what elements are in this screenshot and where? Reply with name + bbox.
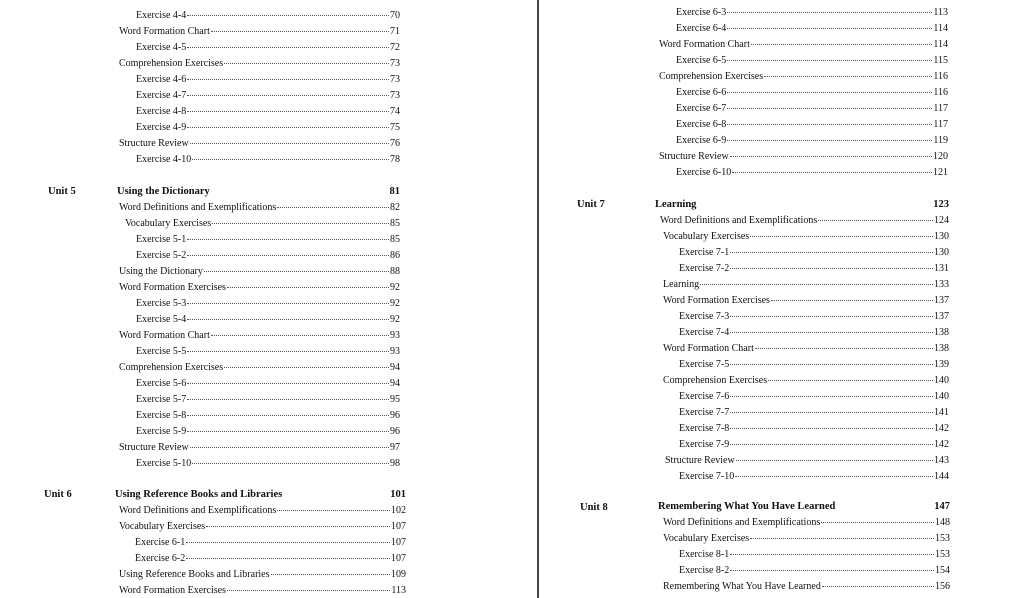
toc-entry: [119, 585, 406, 597]
toc-entry: [676, 119, 948, 131]
toc-entry: [119, 330, 400, 342]
toc-entry-page: 107: [391, 521, 406, 532]
toc-entry: [663, 517, 950, 529]
toc-entry-page: 121: [933, 167, 948, 178]
leader-dots: [730, 444, 933, 445]
toc-entry-page: 114: [933, 39, 948, 50]
unit-label: Unit 8: [580, 502, 608, 513]
toc-entry-title: Exercise 4-10: [136, 154, 192, 165]
leader-dots: [187, 399, 389, 400]
toc-entry-title: Exercise 4-6: [136, 74, 187, 85]
toc-entry: [136, 458, 400, 470]
unit-heading: [117, 186, 400, 198]
toc-entry: [136, 426, 400, 438]
unit-title: Using the Dictionary: [117, 186, 210, 197]
toc-entry-page: 74: [390, 106, 400, 117]
leader-dots: [187, 255, 389, 256]
toc-entry-title: Exercise 5-3: [136, 298, 187, 309]
leader-dots: [727, 140, 932, 141]
leader-dots: [186, 558, 390, 559]
toc-entry: [663, 279, 949, 291]
toc-entry-title: Exercise 8-2: [679, 565, 730, 576]
toc-entry-page: 94: [390, 378, 400, 389]
toc-entry-page: 78: [390, 154, 400, 165]
leader-dots: [727, 108, 932, 109]
toc-entry-page: 114: [933, 23, 948, 34]
toc-entry-page: 148: [935, 517, 950, 528]
leader-dots: [211, 31, 389, 32]
toc-entry: [136, 378, 400, 390]
toc-entry-title: Comprehension Exercises: [119, 58, 224, 69]
toc-entry-page: 94: [390, 362, 400, 373]
toc-entry-title: Word Formation Chart: [119, 330, 210, 341]
leader-dots: [227, 287, 389, 288]
leader-dots: [732, 172, 932, 173]
leader-dots: [186, 542, 390, 543]
toc-entry-page: 124: [934, 215, 949, 226]
leader-dots: [771, 300, 933, 301]
toc-entry-title: Word Formation Exercises: [663, 295, 770, 306]
toc-entry-title: Exercise 6-2: [135, 553, 186, 564]
unit-label: Unit 6: [44, 489, 72, 500]
leader-dots: [821, 522, 934, 523]
toc-entry-title: Exercise 7-7: [679, 407, 730, 418]
toc-entry-title: Using Reference Books and Libraries: [119, 569, 270, 580]
toc-entry: [136, 298, 400, 310]
toc-entry: [676, 103, 948, 115]
toc-entry: [119, 58, 400, 70]
toc-entry: [676, 135, 948, 147]
toc-entry-title: Remembering What You Have Learned: [663, 581, 821, 592]
leader-dots: [751, 44, 933, 45]
unit-page: 81: [389, 186, 400, 197]
toc-entry-title: Exercise 5-2: [136, 250, 187, 261]
toc-entry: [659, 71, 948, 83]
toc-entry: [136, 122, 400, 134]
toc-entry-title: Exercise 6-8: [676, 119, 727, 130]
toc-entry: [136, 106, 400, 118]
leader-dots: [271, 574, 390, 575]
toc-entry: [679, 327, 949, 339]
toc-entry: [136, 154, 400, 166]
leader-dots: [730, 156, 932, 157]
toc-entry-page: 156: [935, 581, 950, 592]
toc-entry-title: Exercise 4-7: [136, 90, 187, 101]
leader-dots: [187, 319, 389, 320]
toc-entry: [663, 295, 949, 307]
toc-entry-page: 107: [391, 537, 406, 548]
toc-entry: [663, 581, 950, 593]
toc-entry: [119, 26, 400, 38]
leader-dots: [727, 124, 932, 125]
toc-entry: [136, 394, 400, 406]
toc-entry-page: 130: [934, 247, 949, 258]
toc-entry-page: 116: [933, 87, 948, 98]
toc-entry: [119, 569, 406, 581]
leader-dots: [224, 367, 389, 368]
unit-title: Using Reference Books and Libraries: [115, 489, 283, 500]
toc-entry-title: Word Formation Exercises: [119, 282, 226, 293]
toc-entry: [679, 423, 949, 435]
toc-entry: [663, 375, 949, 387]
toc-entry: [119, 521, 406, 533]
toc-entry-page: 82: [390, 202, 400, 213]
toc-entry-title: Exercise 7-5: [679, 359, 730, 370]
leader-dots: [187, 111, 389, 112]
toc-entry-page: 133: [934, 279, 949, 290]
toc-entry-page: 139: [934, 359, 949, 370]
toc-entry-title: Exercise 6-4: [676, 23, 727, 34]
toc-entry: [679, 311, 949, 323]
unit-page: 123: [933, 199, 949, 210]
toc-entry-page: 117: [933, 119, 948, 130]
toc-entry-title: Exercise 5-9: [136, 426, 187, 437]
leader-dots: [730, 428, 933, 429]
toc-entry-title: Exercise 6-9: [676, 135, 727, 146]
leader-dots: [227, 590, 390, 591]
toc-entry: [679, 407, 949, 419]
toc-entry-page: 97: [390, 442, 400, 453]
toc-entry-title: Word Formation Chart: [659, 39, 750, 50]
unit-label: Unit 7: [577, 199, 605, 210]
leader-dots: [224, 63, 389, 64]
toc-entry-title: Word Definitions and Exemplifications: [119, 202, 277, 213]
toc-entry-title: Learning: [663, 279, 700, 290]
toc-entry-page: 142: [934, 439, 949, 450]
toc-entry: [119, 442, 400, 454]
toc-entry-page: 107: [391, 553, 406, 564]
toc-entry: [125, 218, 400, 230]
toc-entry-page: 73: [390, 90, 400, 101]
toc-entry-page: 95: [390, 394, 400, 405]
toc-entry-page: 85: [390, 234, 400, 245]
toc-entry-title: Vocabulary Exercises: [663, 231, 750, 242]
toc-entry: [663, 343, 949, 355]
toc-entry-page: 131: [934, 263, 949, 274]
toc-entry-page: 130: [934, 231, 949, 242]
toc-entry-title: Vocabulary Exercises: [119, 521, 206, 532]
leader-dots: [187, 127, 389, 128]
leader-dots: [187, 303, 389, 304]
toc-entry-title: Exercise 6-6: [676, 87, 727, 98]
toc-entry: [136, 90, 400, 102]
toc-entry-page: 92: [390, 282, 400, 293]
leader-dots: [187, 95, 389, 96]
toc-entry-title: Comprehension Exercises: [119, 362, 224, 373]
leader-dots: [700, 284, 933, 285]
toc-entry-page: 154: [935, 565, 950, 576]
toc-entry: [660, 215, 949, 227]
toc-entry-title: Exercise 4-8: [136, 106, 187, 117]
toc-entry-title: Exercise 4-4: [136, 10, 187, 21]
leader-dots: [730, 412, 933, 413]
toc-entry-page: 72: [390, 42, 400, 53]
toc-entry-title: Exercise 7-1: [679, 247, 730, 258]
leader-dots: [735, 476, 933, 477]
leader-dots: [206, 526, 390, 527]
leader-dots: [190, 447, 389, 448]
toc-entry-page: 137: [934, 295, 949, 306]
leader-dots: [727, 92, 932, 93]
toc-entry: [136, 42, 400, 54]
leader-dots: [727, 12, 932, 13]
leader-dots: [192, 463, 389, 464]
toc-entry-title: Exercise 8-1: [679, 549, 730, 560]
toc-entry: [659, 39, 948, 51]
leader-dots: [764, 76, 932, 77]
toc-entry-page: 73: [390, 74, 400, 85]
toc-entry-title: Exercise 7-4: [679, 327, 730, 338]
toc-entry: [679, 549, 950, 561]
toc-entry: [679, 439, 949, 451]
leader-dots: [730, 364, 933, 365]
toc-entry: [679, 565, 950, 577]
unit-heading: [115, 489, 406, 501]
toc-entry-page: 119: [933, 135, 948, 146]
toc-entry: [119, 282, 400, 294]
leader-dots: [187, 79, 389, 80]
leader-dots: [755, 348, 933, 349]
toc-entry: [119, 138, 400, 150]
unit-title: Remembering What You Have Learned: [658, 501, 836, 512]
toc-entry-page: 75: [390, 122, 400, 133]
toc-entry: [679, 391, 949, 403]
leader-dots: [187, 431, 389, 432]
toc-entry-page: 117: [933, 103, 948, 114]
toc-entry-page: 92: [390, 314, 400, 325]
toc-entry-page: 85: [390, 218, 400, 229]
toc-entry: [135, 553, 406, 565]
leader-dots: [736, 460, 933, 461]
toc-entry-page: 71: [390, 26, 400, 37]
toc-entry: [659, 151, 948, 163]
toc-entry-title: Exercise 7-9: [679, 439, 730, 450]
toc-entry-title: Exercise 5-7: [136, 394, 187, 405]
toc-entry-page: 144: [934, 471, 949, 482]
toc-entry-title: Exercise 5-6: [136, 378, 187, 389]
toc-entry: [136, 314, 400, 326]
toc-entry-title: Exercise 4-9: [136, 122, 187, 133]
toc-entry-title: Word Formation Exercises: [119, 585, 226, 596]
leader-dots: [204, 271, 389, 272]
leader-dots: [730, 396, 933, 397]
toc-entry-title: Comprehension Exercises: [663, 375, 768, 386]
toc-entry-page: 143: [934, 455, 949, 466]
leader-dots: [187, 15, 389, 16]
leader-dots: [211, 335, 389, 336]
leader-dots: [750, 538, 934, 539]
toc-entry-page: 96: [390, 410, 400, 421]
leader-dots: [187, 239, 389, 240]
unit-heading: [655, 199, 949, 211]
toc-entry-title: Exercise 7-6: [679, 391, 730, 402]
toc-entry: [676, 87, 948, 99]
toc-entry-title: Exercise 5-5: [136, 346, 187, 357]
toc-entry-title: Exercise 5-4: [136, 314, 187, 325]
toc-entry: [663, 533, 950, 545]
toc-entry-page: 86: [390, 250, 400, 261]
page-divider: [537, 0, 539, 598]
leader-dots: [730, 252, 933, 253]
toc-entry-page: 98: [390, 458, 400, 469]
leader-dots: [822, 586, 934, 587]
toc-entry: [679, 247, 949, 259]
leader-dots: [818, 220, 933, 221]
toc-entry-page: 115: [933, 55, 948, 66]
toc-entry-title: Word Definitions and Exemplifications: [660, 215, 818, 226]
toc-entry-title: Structure Review: [119, 442, 189, 453]
toc-entry: [663, 231, 949, 243]
toc-entry-page: 113: [933, 7, 948, 18]
toc-entry-page: 102: [391, 505, 406, 516]
toc-entry-title: Exercise 6-5: [676, 55, 727, 66]
toc-entry: [679, 263, 949, 275]
toc-entry-title: Exercise 5-8: [136, 410, 187, 421]
leader-dots: [277, 207, 389, 208]
toc-entry-page: 153: [935, 549, 950, 560]
toc-entry-page: 137: [934, 311, 949, 322]
toc-entry-title: Exercise 7-3: [679, 311, 730, 322]
toc-entry-page: 93: [390, 330, 400, 341]
toc-entry-title: Word Definitions and Exemplifications: [119, 505, 277, 516]
toc-entry-page: 116: [933, 71, 948, 82]
toc-entry-title: Exercise 6-1: [135, 537, 186, 548]
unit-page: 101: [390, 489, 406, 500]
toc-entry: [136, 410, 400, 422]
toc-entry: [119, 362, 400, 374]
toc-entry-page: 70: [390, 10, 400, 21]
toc-entry-title: Exercise 6-3: [676, 7, 727, 18]
toc-entry: [676, 55, 948, 67]
toc-entry-title: Structure Review: [659, 151, 729, 162]
toc-entry-title: Exercise 7-10: [679, 471, 735, 482]
toc-entry-title: Word Formation Chart: [663, 343, 754, 354]
toc-entry-title: Vocabulary Exercises: [125, 218, 212, 229]
toc-entry-page: 88: [390, 266, 400, 277]
toc-entry: [119, 202, 400, 214]
leader-dots: [190, 143, 389, 144]
toc-entry: [136, 10, 400, 22]
toc-entry-title: Structure Review: [665, 455, 735, 466]
toc-entry: [119, 266, 400, 278]
unit-page: 147: [934, 501, 950, 512]
toc-entry: [679, 471, 949, 483]
toc-entry: [136, 234, 400, 246]
toc-entry-title: Using the Dictionary: [119, 266, 203, 277]
leader-dots: [187, 415, 389, 416]
right-page: [540, 0, 1024, 598]
toc-entry-title: Exercise 6-10: [676, 167, 732, 178]
leader-dots: [730, 268, 933, 269]
toc-entry-page: 140: [934, 391, 949, 402]
toc-entry: [665, 455, 949, 467]
toc-entry-title: Exercise 5-1: [136, 234, 187, 245]
leader-dots: [277, 510, 390, 511]
leader-dots: [730, 316, 933, 317]
leader-dots: [768, 380, 933, 381]
toc-entry-title: Word Formation Chart: [119, 26, 210, 37]
leader-dots: [750, 236, 933, 237]
toc-entry-page: 113: [391, 585, 406, 596]
leader-dots: [730, 570, 934, 571]
toc-entry: [136, 250, 400, 262]
toc-entry-page: 76: [390, 138, 400, 149]
toc-entry-title: Structure Review: [119, 138, 189, 149]
toc-entry-title: Exercise 7-2: [679, 263, 730, 274]
leader-dots: [730, 554, 934, 555]
toc-entry-title: Exercise 5-10: [136, 458, 192, 469]
toc-entry-page: 73: [390, 58, 400, 69]
toc-entry-title: Comprehension Exercises: [659, 71, 764, 82]
toc-entry-title: Exercise 7-8: [679, 423, 730, 434]
leader-dots: [727, 60, 932, 61]
toc-entry: [135, 537, 406, 549]
toc-entry-page: 138: [934, 343, 949, 354]
toc-entry: [136, 346, 400, 358]
unit-label: Unit 5: [48, 186, 76, 197]
toc-entry: [676, 7, 948, 19]
toc-entry: [676, 167, 948, 179]
toc-entry: [119, 505, 406, 517]
toc-entry-page: 92: [390, 298, 400, 309]
leader-dots: [727, 28, 932, 29]
unit-title: Learning: [655, 199, 697, 210]
leader-dots: [192, 159, 389, 160]
toc-entry-page: 120: [933, 151, 948, 162]
toc-entry-page: 140: [934, 375, 949, 386]
toc-entry-title: Word Definitions and Exemplifications: [663, 517, 821, 528]
toc-entry-page: 93: [390, 346, 400, 357]
leader-dots: [187, 47, 389, 48]
toc-entry-page: 142: [934, 423, 949, 434]
toc-entry-page: 96: [390, 426, 400, 437]
leader-dots: [187, 383, 389, 384]
toc-entry-title: Exercise 4-5: [136, 42, 187, 53]
toc-entry: [676, 23, 948, 35]
leader-dots: [187, 351, 389, 352]
toc-entry-title: Vocabulary Exercises: [663, 533, 750, 544]
toc-entry: [679, 359, 949, 371]
toc-entry-page: 138: [934, 327, 949, 338]
unit-heading: [658, 501, 950, 513]
toc-entry-page: 153: [935, 533, 950, 544]
leader-dots: [730, 332, 933, 333]
toc-entry-page: 109: [391, 569, 406, 580]
toc-entry-page: 141: [934, 407, 949, 418]
leader-dots: [212, 223, 389, 224]
toc-entry-title: Exercise 6-7: [676, 103, 727, 114]
toc-entry: [136, 74, 400, 86]
